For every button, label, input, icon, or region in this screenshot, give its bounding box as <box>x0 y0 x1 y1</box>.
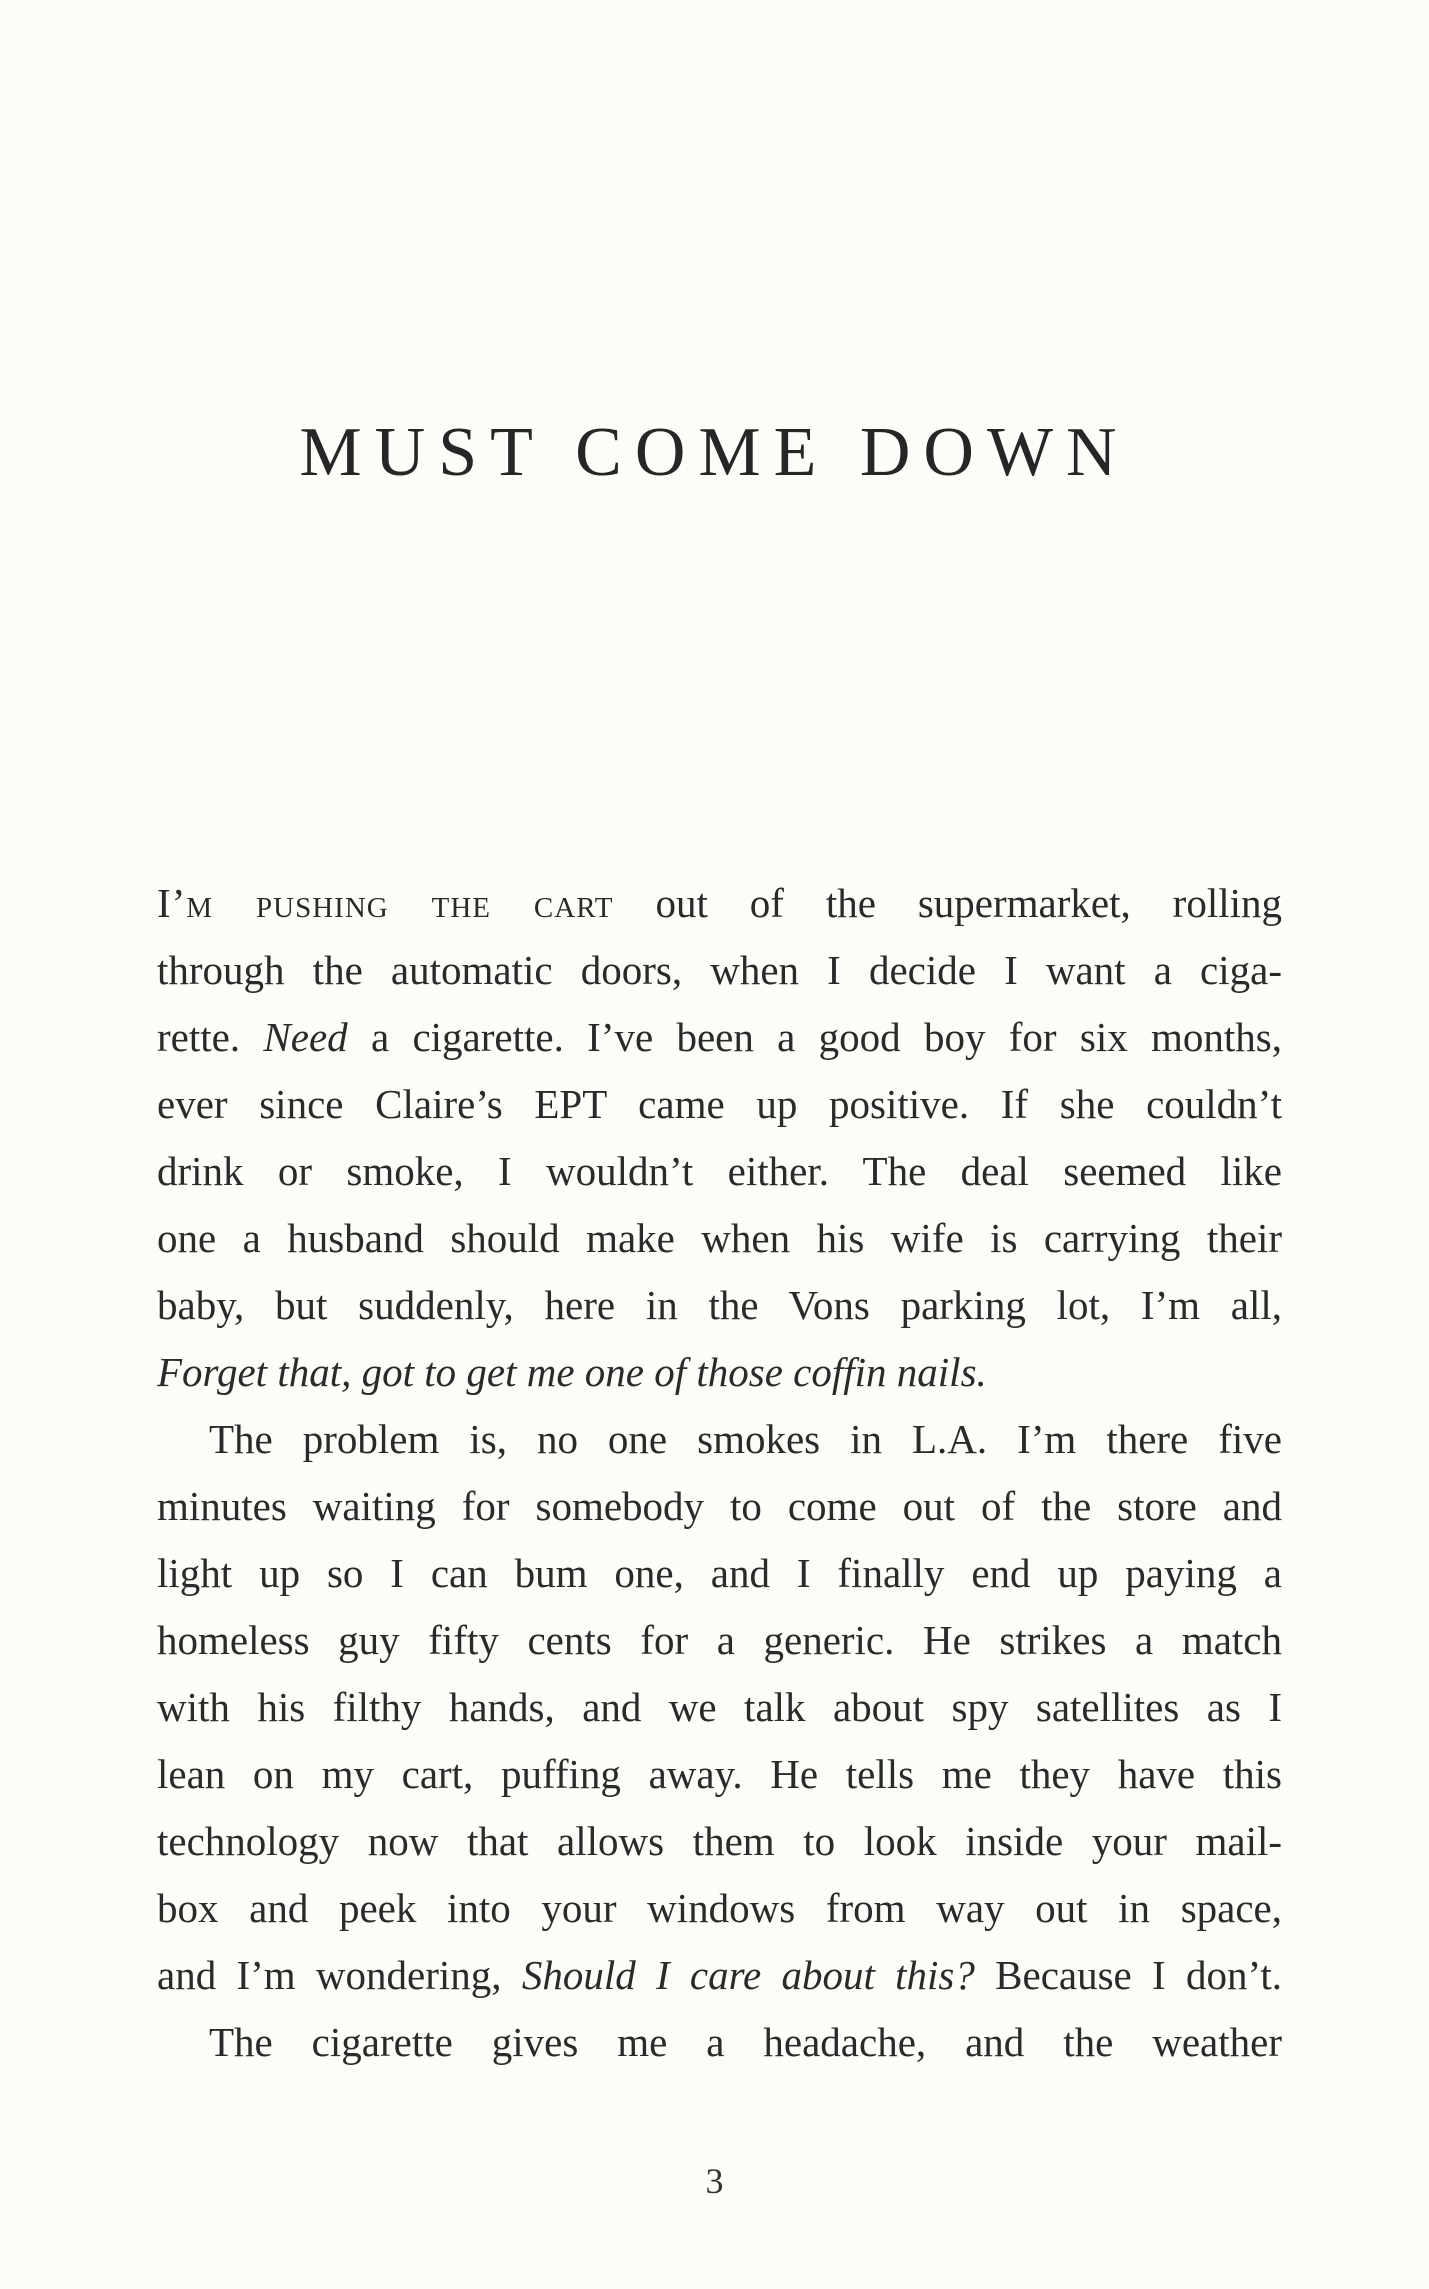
text-line-12: homeless guy fifty cents for a generic. He strikes a match <box>157 1617 1282 1663</box>
text-line-16: box and peek into your windows from way out in space, <box>157 1885 1282 1931</box>
text-line-14: lean on my cart, puffing away. He tells me they have this <box>157 1751 1282 1797</box>
text-line-10: minutes waiting for somebody to come out of the store and <box>157 1483 1282 1529</box>
text-line-4: ever since Claire’s EPT came up positive. If she couldn’t <box>157 1081 1282 1127</box>
page-number: 3 <box>705 2161 724 2201</box>
text-line-6: one a husband should make when his wife is carrying their <box>157 1215 1282 1261</box>
text-line-9: The problem is, no one smokes in L.A. I’m there five <box>209 1416 1282 1462</box>
line-17-italic: Should I care about this? <box>521 1952 975 1998</box>
text-line-13: with his filthy hands, and we talk about spy satellites as I <box>157 1684 1282 1730</box>
line-3-rest: a cigarette. I’ve been a good boy for six months, <box>347 1014 1282 1060</box>
text-line-15: technology now that allows them to look inside your mail- <box>157 1818 1282 1864</box>
text-line-7: baby, but suddenly, here in the Vons parking lot, I’m all, <box>157 1282 1282 1328</box>
text-line-1 <box>157 870 1282 937</box>
text-line-11: light up so I can bum one, and I finally end up paying a <box>157 1550 1282 1596</box>
text-line-18: The cigarette gives me a headache, and the weather <box>209 2019 1282 2065</box>
line-3-emphasis: Need <box>263 1014 348 1060</box>
text-line-3 <box>157 1004 1282 1071</box>
chapter-body <box>157 870 1282 2076</box>
line-3-start: rette. <box>157 1014 241 1060</box>
line-17-rest: Because I don’t. <box>974 1952 1282 1998</box>
text-line-17 <box>157 1942 1282 2009</box>
line-8-italic: Forget that, got to get me one of those coffin nails. <box>157 1349 987 1395</box>
line-1-rest: out of the supermarket, rolling <box>613 880 1282 926</box>
line-17-start: and I’m wondering, <box>157 1952 522 1998</box>
text-line-8 <box>157 1339 1282 1406</box>
text-line-2: through the automatic doors, when I decide I want a ciga- <box>157 947 1282 993</box>
chapter-title: MUST COME DOWN <box>299 414 1130 491</box>
lead-in-smallcaps: I’m pushing the cart <box>157 880 614 926</box>
text-line-5: drink or smoke, I wouldn’t either. The deal seemed like <box>157 1148 1282 1194</box>
